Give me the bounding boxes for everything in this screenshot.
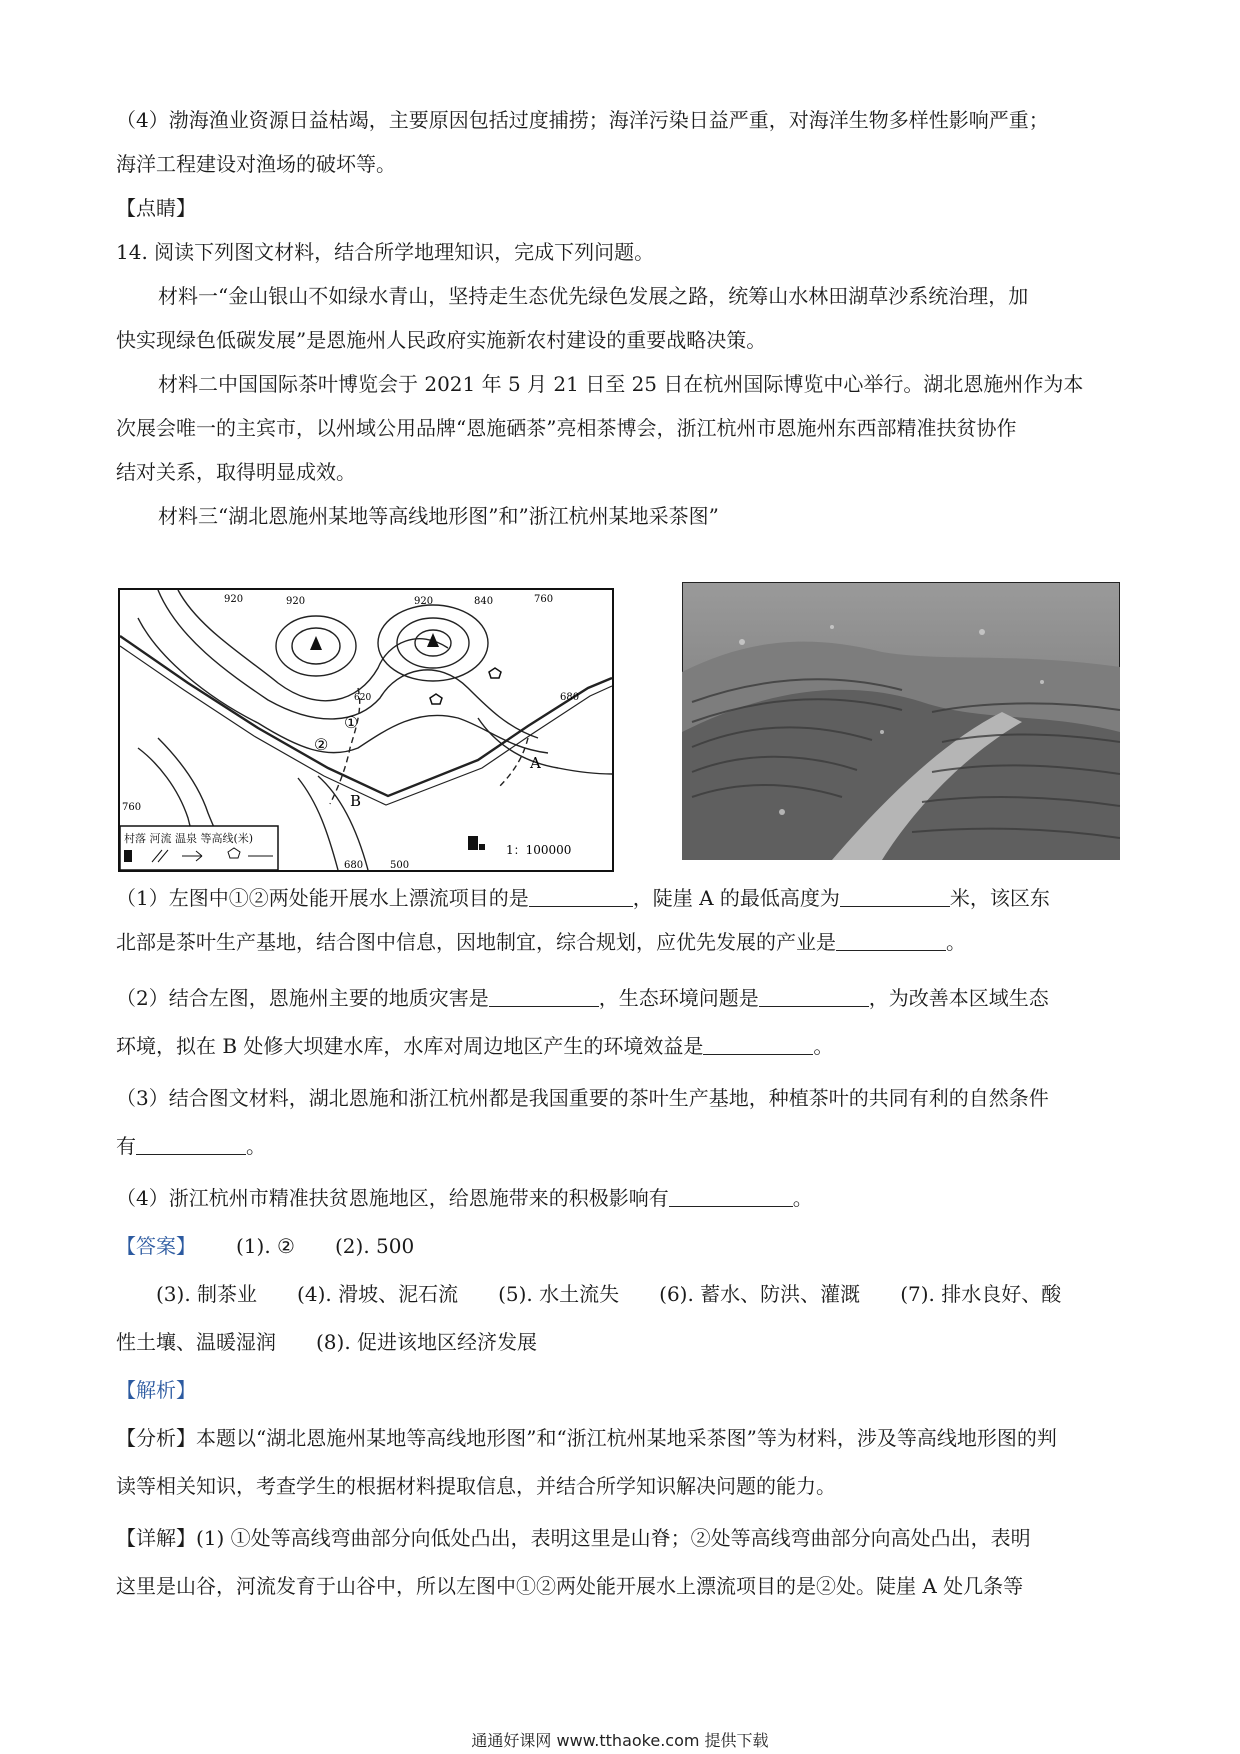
contour-label: 840 xyxy=(474,596,494,607)
answer-blank[interactable] xyxy=(669,1206,793,1207)
question-14-title: 14. 阅读下列图文材料，结合所学地理知识，完成下列问题。 xyxy=(116,240,655,264)
contour-label: 920 xyxy=(224,594,244,605)
material-2-line: 结对关系，取得明显成效。 xyxy=(116,460,356,484)
answer-blank[interactable] xyxy=(136,1154,246,1155)
answer-line-2: (3). 制茶业 (4). 滑坡、泥石流 (5). 水土流失 (6). 蓄水、防洪、灌溉 (7). 排水良好、酸 xyxy=(156,1282,1062,1306)
question-3-cont: 有 。 xyxy=(116,1134,266,1158)
question-4: （4）浙江杭州市精准扶贫恩施地区，给恩施带来的积极影响有 。 xyxy=(116,1186,813,1210)
detail-line: 这里是山谷，河流发育于山谷中，所以左图中①②两处能开展水上漂流项目的是②处。陡崖 A 处几条等 xyxy=(116,1574,1024,1598)
contour-label: 680 xyxy=(560,692,580,703)
marker-2: ② xyxy=(314,735,329,754)
section-label-dianjing: 【点睛】 xyxy=(116,196,196,220)
answer-line-3: 性土壤、温暖湿润 (8). 促进该地区经济发展 xyxy=(116,1330,538,1354)
contour-label: 920 xyxy=(286,596,306,607)
answer-blank[interactable] xyxy=(529,906,633,907)
detail-line: 【详解】(1) ①处等高线弯曲部分向低处凸出，表明这里是山脊；②处等高线弯曲部分向高处凸出，表明 xyxy=(116,1526,1031,1550)
answer-blank[interactable] xyxy=(840,906,950,907)
answer-blank[interactable] xyxy=(836,950,946,951)
question-3: （3）结合图文材料，湖北恩施和浙江杭州都是我国重要的茶叶生产基地，种植茶叶的共同有利的自然条件 xyxy=(116,1086,1049,1110)
question-1: （1）左图中①②两处能开展水上漂流项目的是 ，陡崖 A 的最低高度为 米，该区东 xyxy=(116,886,1050,910)
answer-blank[interactable] xyxy=(489,1006,599,1007)
contour-label: 680 xyxy=(344,860,364,871)
analysis-line: 【分析】本题以“湖北恩施州某地等高线地形图”和“浙江杭州某地采茶图”等为材料，涉及等高线地形图的判 xyxy=(116,1426,1057,1450)
contour-label: 760 xyxy=(122,802,142,813)
text-line: 海洋工程建设对渔场的破坏等。 xyxy=(116,152,396,176)
material-2-line: 材料二中国国际茶叶博览会于 2021 年 5 月 21 日至 25 日在杭州国际博览中心举行。湖北恩施州作为本 xyxy=(158,372,1084,396)
material-1-line: 材料一“金山银山不如绿水青山，坚持走生态优先绿色发展之路，统筹山水林田湖草沙系统治理，加 xyxy=(158,284,1029,308)
answer-line-1: 【答案】 (1). ② (2). 500 xyxy=(116,1234,415,1258)
material-1-line: 快实现绿色低碳发展”是恩施州人民政府实施新农村建设的重要战略决策。 xyxy=(116,328,767,352)
question-2: （2）结合左图，恩施州主要的地质灾害是 ，生态环境问题是 ，为改善本区域生态 xyxy=(116,986,1049,1010)
material-2-line: 次展会唯一的主宾市，以州域公用品牌“恩施硒茶”亮相茶博会，浙江杭州市恩施州东西部精准扶贫协作 xyxy=(116,416,1017,440)
answer-label: 【答案】 xyxy=(116,1234,196,1258)
contour-label: 760 xyxy=(534,594,554,605)
analysis-label: 【解析】 xyxy=(116,1378,196,1402)
contour-label: 920 xyxy=(414,596,434,607)
point-a-label: A xyxy=(530,754,541,772)
question-1-cont: 北部是茶叶生产基地，结合图中信息，因地制宜，综合规划，应优先发展的产业是 。 xyxy=(116,930,966,954)
analysis-line: 读等相关知识，考查学生的根据材料提取信息，并结合所学知识解决问题的能力。 xyxy=(116,1474,836,1498)
text-line: （4）渤海渔业资源日益枯竭，主要原因包括过度捕捞；海洋污染日益严重，对海洋生物多样性影响严重； xyxy=(116,108,1049,132)
page-footer: 通通好课网 www.tthaoke.com 提供下载 xyxy=(471,1731,769,1750)
answer-blank[interactable] xyxy=(759,1006,869,1007)
material-3-line: 材料三“湖北恩施州某地等高线地形图”和”浙江杭州某地采茶图” xyxy=(158,504,719,528)
answer-blank[interactable] xyxy=(703,1054,813,1055)
tea-picking-photo xyxy=(682,582,1120,860)
contour-label: 620 xyxy=(354,693,372,703)
point-b-label: B xyxy=(350,792,362,810)
map-legend: 村落 河流 温泉 等高线(米) xyxy=(124,832,254,845)
question-2-cont: 环境，拟在 B 处修大坝建水库，水库对周边地区产生的环境效益是 。 xyxy=(116,1034,834,1058)
marker-1: ① xyxy=(344,713,359,732)
map-scale: 1：100000 xyxy=(506,843,572,857)
contour-label: 500 xyxy=(390,860,410,871)
contour-map xyxy=(118,588,614,872)
